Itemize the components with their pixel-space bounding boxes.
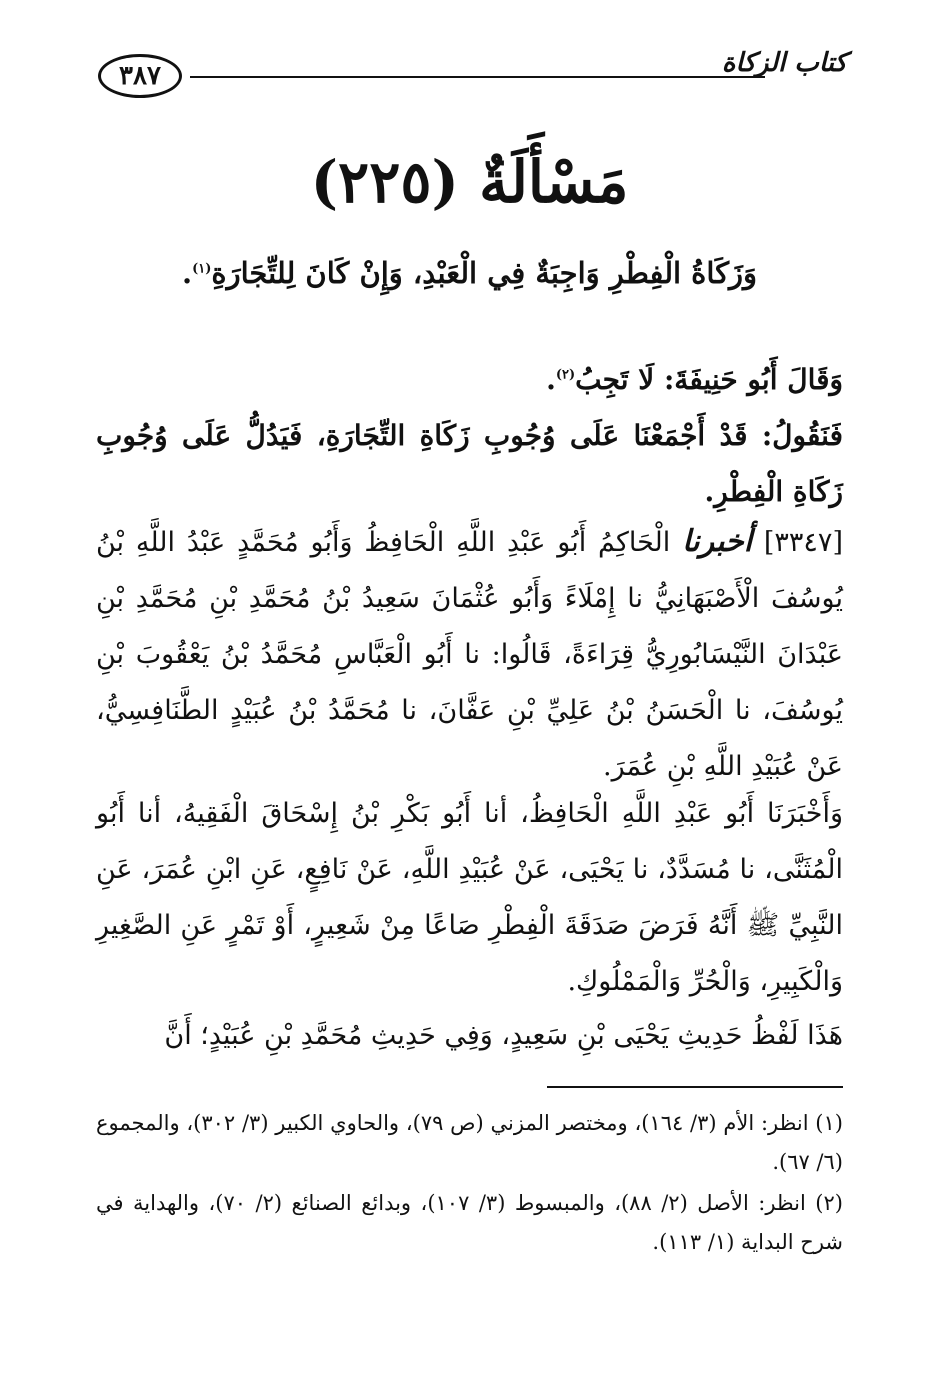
statement-end: .	[181, 256, 193, 290]
header-rule	[190, 76, 765, 78]
statement-text: وَزَكَاةُ الْفِطْرِ وَاجِبَةٌ فِي الْعَبْدِ، وَإِنْ كَانَ لِلتِّجَارَةِ	[211, 256, 758, 290]
footnote-2: (٢) انظر: الأصل (٢/ ٨٨)، والمبسوط (٣/ ١٠٧)، وبدائع الصنائع (٢/ ٧٠)، والهداية في شرح البداية (١/ ١١٣).	[96, 1191, 843, 1254]
footnote-separator	[547, 1086, 843, 1088]
hadith-number: [٣٣٤٧]	[763, 527, 843, 558]
footnote-1: (١) انظر: الأم (٣/ ١٦٤)، ومختصر المزني (ص ٧٩)، والحاوي الكبير (٣/ ٣٠٢)، والمجموع (٦/ ٦٧).	[96, 1111, 843, 1174]
running-header	[98, 48, 847, 106]
issue-statement	[96, 256, 843, 290]
hadith-matn: أَنَّهُ فَرَضَ صَدَقَةَ الْفِطْرِ صَاعًا مِنْ شَعِيرٍ، أَوْ تَمْرٍ عَنِ الصَّغِيرِ وَالْكَبِيرِ، وَالْحُرِّ وَالْمَمْلُوكِ.	[96, 910, 843, 997]
p1-end: .	[546, 363, 556, 396]
footnotes	[96, 1104, 843, 1264]
salla-allahu-alayhi-icon: ﷺ	[746, 910, 780, 941]
paragraph-abu-hanifa	[96, 352, 843, 408]
paragraph-argument: فَنَقُولُ: قَدْ أَجْمَعْنَا عَلَى وُجُوبِ زَكَاةِ التِّجَارَةِ، فَيَدُلُّ عَلَى وُجُوبِ زَكَاةِ الْفِطْرِ.	[96, 419, 843, 508]
hadith-chain: الْحَاكِمُ أَبُو عَبْدِ اللَّهِ الْحَافِظُ وَأَبُو مُحَمَّدٍ عَبْدُ اللَّهِ بْنُ يُوسُفَ الْأَصْبَهَانِيُّ نا إِمْلَاءً وَأَبُو عُثْمَانَ سَعِيدُ بْنُ مُحَمَّدِ بْنِ مُحَمَّدِ بْنِ عَبْدَانَ النَّيْسَابُورِيُّ قِرَاءَةً، قَالُوا: نا أَبُو الْعَبَّاسِ مُحَمَّدُ بْنُ يَعْقُوبَ بْنِ يُوسُفَ، نا الْحَسَنُ بْنُ عَلِيِّ بْنِ عَفَّانَ، نا مُحَمَّدُ بْنُ عُبَيْدٍ الطَّنَافِسِيُّ، عَنْ عُبَيْدِ اللَّهِ بْنِ عُمَرَ.	[96, 527, 843, 782]
page-number: ٣٨٧	[98, 54, 182, 98]
akhbarana-word: أخبرنا	[682, 524, 753, 559]
footnote-ref-1: (١)	[192, 261, 212, 277]
p1-text: وَقَالَ أَبُو حَنِيفَةَ: لَا تَجِبُ	[575, 363, 843, 396]
second-chain-text: وَأَخْبَرَنَا أَبُو عَبْدِ اللَّهِ الْحَافِظُ، أنا أَبُو بَكْرِ بْنُ إِسْحَاقَ الْفَقِيهُ، أنا أَبُو الْمُثَنَّى، نا مُسَدَّدٌ، نا يَحْيَى، عَنْ عُبَيْدِ اللَّهِ، عَنْ نَافِعٍ، عَنِ ابْنِ عُمَرَ، عَنِ النَّبِيِّ	[96, 798, 843, 941]
footnote-ref-2: (٢)	[555, 367, 576, 383]
paragraph-hadith-3347	[96, 514, 843, 795]
issue-title: مَسْأَلَةٌ (٢٢٥)	[310, 148, 629, 216]
paragraph-second-chain	[96, 786, 843, 1010]
paragraph-wording-note: هَذَا لَفْظُ حَدِيثِ يَحْيَى بْنِ سَعِيدٍ، وَفِي حَدِيثِ مُحَمَّدِ بْنِ عُبَيْدٍ؛ أَنَّ	[164, 1020, 843, 1051]
book-title: كتاب الزكاة	[721, 48, 847, 78]
